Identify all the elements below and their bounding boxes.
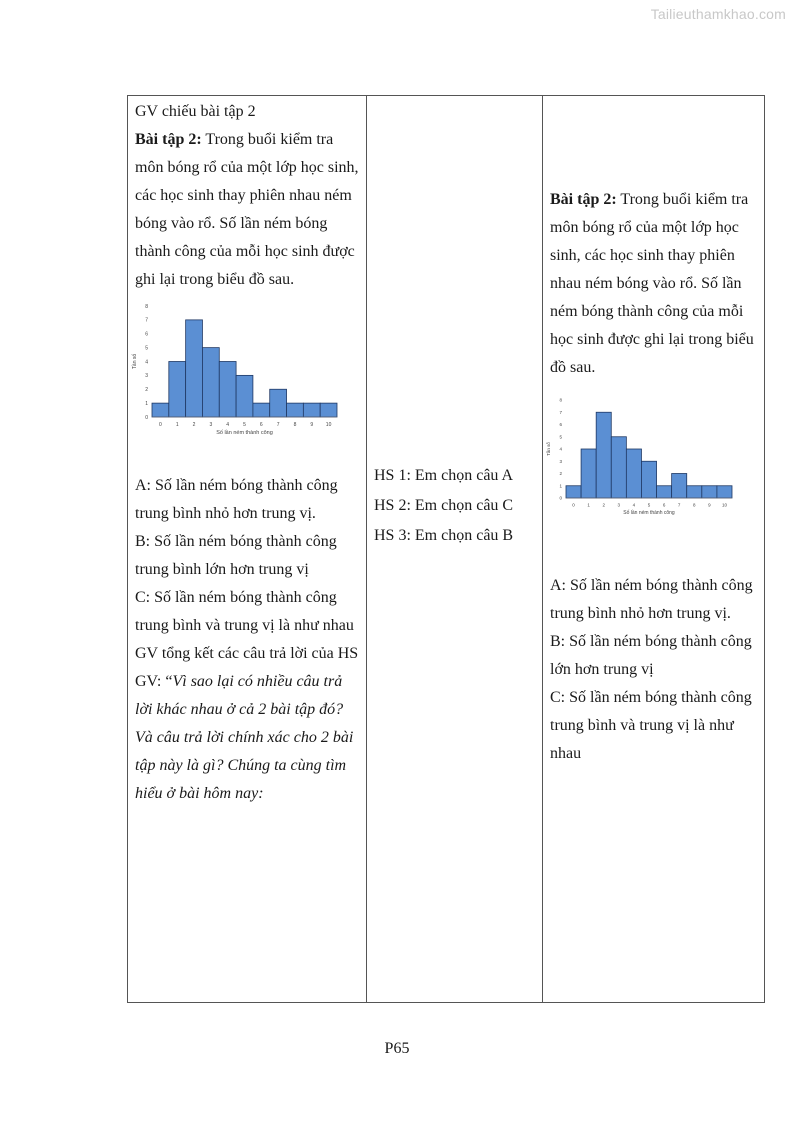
y-tick-1-2: 1 xyxy=(559,483,562,489)
option-b-2: B: Số lần ném bóng thành công lớn hơn trung vị xyxy=(550,633,752,678)
histogram-container xyxy=(132,294,360,472)
option-c-2: C: Số lần ném bóng thành công trung bình và trung vị là như nhau xyxy=(550,689,752,762)
bar-9-2 xyxy=(702,486,717,498)
x-tick-9: 9 xyxy=(310,422,314,428)
x-tick-0-2: 0 xyxy=(572,502,575,508)
y-tick-7: 7 xyxy=(145,317,148,324)
x-tick-6-2: 6 xyxy=(662,502,666,508)
x-tick-7: 7 xyxy=(276,422,280,428)
y-tick-6-2: 6 xyxy=(559,422,562,428)
lesson-table xyxy=(127,95,765,1003)
intro-text: GV chiếu bài tập 2 xyxy=(135,103,256,120)
y-tick-4: 4 xyxy=(145,359,148,366)
content-column xyxy=(543,96,765,1003)
summary-text: GV tổng kết các câu trả lời của HS xyxy=(135,645,359,662)
bar-4-2 xyxy=(626,449,641,498)
teacher-activity-column xyxy=(128,96,367,1003)
student-activity-column xyxy=(367,96,543,1003)
bar-6-2 xyxy=(657,486,672,498)
x-tick-2-2: 2 xyxy=(602,502,605,508)
x-tick-6: 6 xyxy=(259,422,263,428)
bar-6 xyxy=(253,403,270,417)
y-tick-2: 2 xyxy=(145,387,148,393)
bar-3 xyxy=(202,348,219,417)
x-tick-3: 3 xyxy=(209,422,213,428)
y-tick-8-2: 8 xyxy=(559,397,562,403)
x-tick-4: 4 xyxy=(226,422,230,428)
histogram-container-2 xyxy=(546,382,758,572)
x-tick-5-2: 5 xyxy=(647,502,651,508)
student-answer-3: HS 3: Em chọn câu B xyxy=(374,527,514,544)
x-tick-10-2: 10 xyxy=(721,502,727,508)
y-tick-8: 8 xyxy=(145,303,148,310)
bar-10-2 xyxy=(717,486,732,498)
option-c: C: Số lần ném bóng thành công trung bình và trung vị là như nhau xyxy=(135,589,354,634)
exercise-text: Trong buổi kiểm tra môn bóng rổ của một lớp học sinh, các học sinh thay phiên nhau ném bóng vào rổ. Số lần ném bóng thành công của mỗi học sinh được ghi lại trong biểu đồ sau. xyxy=(135,131,359,288)
bar-1-2 xyxy=(581,449,596,498)
exercise-label: Bài tập 2: xyxy=(135,131,202,148)
bar-1 xyxy=(169,362,186,418)
x-tick-3-2: 3 xyxy=(617,502,621,508)
y-tick-1: 1 xyxy=(145,400,148,407)
y-tick-5-2: 5 xyxy=(559,434,562,440)
y-tick-2-2: 2 xyxy=(559,471,562,477)
x-tick-8: 8 xyxy=(293,422,297,428)
y-axis-label-2: Tần số xyxy=(546,442,551,456)
option-a: A: Số lần ném bóng thành công trung bình nhỏ hơn trung vị. xyxy=(135,477,338,522)
x-tick-1: 1 xyxy=(175,422,179,428)
x-tick-5: 5 xyxy=(243,422,246,428)
x-tick-8-2: 8 xyxy=(693,502,696,508)
bar-10 xyxy=(320,403,337,417)
bar-0-2 xyxy=(566,486,581,498)
bar-5 xyxy=(236,375,253,417)
x-tick-2: 2 xyxy=(192,422,196,428)
watermark: Tailieuthamkhao.com xyxy=(650,6,786,22)
y-tick-0: 0 xyxy=(145,414,148,421)
bar-9 xyxy=(303,403,320,417)
question-text xyxy=(135,668,360,808)
question-prefix: GV: “ xyxy=(135,673,173,690)
x-axis-label: Số lần ném thành công xyxy=(216,430,273,436)
exercise-label-2: Bài tập 2: xyxy=(550,191,617,208)
exercise-prompt-2 xyxy=(550,186,758,382)
exercise-text-2: Trong buổi kiểm tra môn bóng rổ của một lớp học sinh, các học sinh thay phiên nhau ném bóng vào rổ. Số lần ném bóng thành công của mỗi học sinh được ghi lại trong biểu đồ sau. xyxy=(550,191,754,376)
histogram-chart-2 xyxy=(546,396,736,524)
y-tick-6: 6 xyxy=(145,331,148,338)
y-tick-0-2: 0 xyxy=(559,495,562,501)
bar-2-2 xyxy=(596,412,611,498)
x-tick-4-2: 4 xyxy=(632,502,636,508)
bar-3-2 xyxy=(611,437,626,498)
x-axis-label-2: Số lần ném thành công xyxy=(623,510,675,516)
y-tick-4-2: 4 xyxy=(559,446,562,452)
x-tick-10: 10 xyxy=(325,422,332,428)
x-tick-1-2: 1 xyxy=(587,502,590,508)
page-number: P65 xyxy=(384,1040,410,1057)
y-tick-7-2: 7 xyxy=(559,409,562,415)
bar-7 xyxy=(270,389,287,417)
y-tick-5: 5 xyxy=(145,345,148,352)
x-tick-0: 0 xyxy=(159,422,162,428)
bar-0 xyxy=(152,403,169,417)
bar-4 xyxy=(219,362,236,418)
student-answer-2: HS 2: Em chọn câu C xyxy=(374,497,514,514)
student-answer-1: HS 1: Em chọn câu A xyxy=(374,467,514,484)
bar-7-2 xyxy=(672,474,687,499)
x-tick-9-2: 9 xyxy=(708,502,711,508)
y-tick-3-2: 3 xyxy=(559,458,562,464)
histogram-chart xyxy=(132,302,339,444)
x-tick-7-2: 7 xyxy=(677,502,681,508)
exercise-prompt xyxy=(135,126,360,294)
bar-8-2 xyxy=(687,486,702,498)
bar-2 xyxy=(186,320,203,417)
y-tick-3: 3 xyxy=(145,373,148,380)
bar-8 xyxy=(287,403,304,417)
bar-5-2 xyxy=(641,461,656,498)
y-axis-label: Tần số xyxy=(132,353,138,370)
option-b: B: Số lần ném bóng thành công trung bình lớn hơn trung vị xyxy=(135,533,337,578)
question-italic: Vì sao lại có nhiều câu trả lời khác nhau ở cả 2 bài tập đó? Và câu trả lời chính xác cho 2 bài tập này là gì? Chúng ta cùng tìm hiểu ở bài hôm nay: xyxy=(135,673,354,802)
option-a-2: A: Số lần ném bóng thành công trung bình nhỏ hơn trung vị. xyxy=(550,577,753,622)
